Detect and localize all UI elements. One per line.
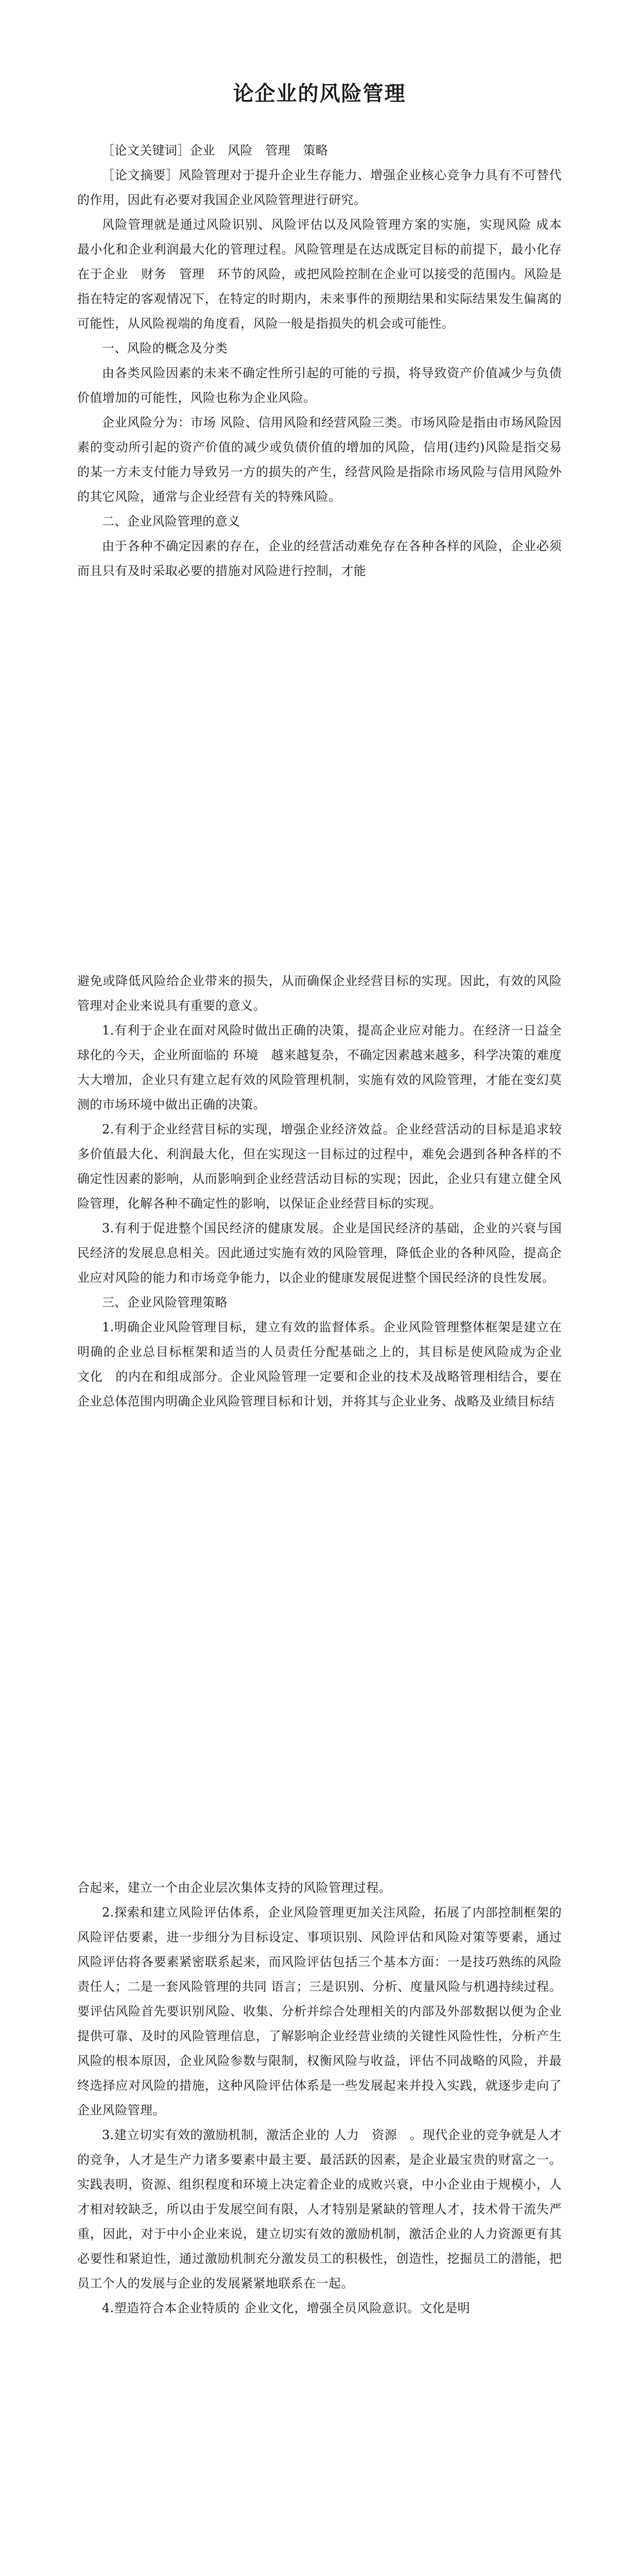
document-title: 论企业的风险管理 (233, 81, 406, 106)
paragraph: 1.明确企业风险管理目标，建立有效的监督体系。企业风险管理整体框架是建立在明确的企业总目标框架和适当的人员责任分配基础之上的，其目标是使风险成为企业 文化 的内在和组成部分。企业风险管理一定要和企业的技术及战略管理相结合，要在企业总体范围内明确企业风险管理目标和计划，并将其与企业业务、战略及业绩目标结 (77, 1320, 575, 1409)
paragraph: 由各类风险因素的未来不确定性所引起的可能的亏损，将导致资产价值减少与负债价值增加的可能性，风险也称为企业风险。 (77, 366, 562, 405)
paragraph: 风险管理就是通过风险识别、风险评估以及风险管理方案的实施，实现风险 成本 最小化和企业利润最大化的管理过程。风险管理是在达成既定目标的前提下，最小化存在于企业 财务 管理 环节的风险，或把风险控制在企业可以接受的范围内。风险是指在特定的客观情况下，在特定的时期内，未来事件的预期结果和实际结果发生偏离的可能性，从风险视端的角度看，风险一般是指损失的机会或可能性。 (77, 217, 575, 331)
paragraph: 2.探索和建立风险评估体系，企业风险管理更加关注风险，拓展了内部控制框架的风险评估要素，进一步细分为目标设定、事项识别、风险评估和风险对策等要素，通过风险评估将各要素紧密联系起来，而风险评估包括三个基本方面：一是技巧熟练的风险责任人；二是一套风险管理的共同 语言；三是识别、分析、度量风险与机遇持续过程。要评估风险首先要识别风险、收集、分析并综合处理相关的内部及外部数据以便为企业提供可靠、及时的风险管理信息，了解影响企业经营业绩的关键性风险性性，分析产生风险的根本原因，企业风险参数与限制，权衡风险与收益，评估不同战略的风险，并最终选择应对风险的措施，这种风险评估体系是一些发展起来并投入实践，就逐步走向了企业风险管理。 (77, 1905, 562, 2117)
abstract-paragraph: ［论文摘要］风险管理对于提升企业生存能力、增强企业核心竞争力具有不可替代的作用，因此有必要对我国企业风险管理进行研究。 (77, 168, 562, 207)
paragraph: 合起来，建立一个由企业层次集体支持的风险管理过程。 (77, 1880, 391, 1895)
paragraph: 4.塑造符合本企业特质的 企业文化，增强全员风险意识。文化是明 (102, 2301, 470, 2315)
section-strategies (77, 1875, 562, 2320)
section-abstract (77, 138, 575, 583)
paragraph: 由于各种不确定因素的存在，企业的经营活动难免存在各种各样的风险，企业必须而且只有及时采取必要的措施对风险进行控制，才能 (77, 539, 562, 578)
keywords-line: ［论文关键词］企业 风险 管理 策略 (102, 143, 329, 158)
section-heading: 二、企业风险管理的意义 (102, 514, 240, 529)
paragraph: 3.建立切实有效的激励机制，激活企业的 人力 资源 。现代企业的竞争就是人才的竞争，人才是生产力诸多要素中最主要、最活跃的因素，是企业最宝贵的财富之一。实践表明，资源、组织程度和环境上决定着企业的成败兴衰，中小企业由于规模小，人才相对较缺乏，所以由于发展空间有限，人才特别是紧缺的管理人才，技术骨干流失严重，因此，对于中小企业来说，建立切实有效的激励机制，激活企业的人力资源更有其必要性和紧迫性，通过激励机制充分激发员工的积极性，创造性，挖掘员工的潜能，把员工个人的发展与企业的发展紧紧地联系在一起。 (77, 2128, 562, 2291)
paragraph: 3.有利于促进整个国民经济的健康发展。企业是国民经济的基础，企业的兴衰与国民经济的发展息息相关。因此通过实施有效的风险管理，降低企业的各种风险，提高企业应对风险的能力和市场竞争能力，以企业的健康发展促进整个国民经济的良性发展。 (77, 1221, 562, 1285)
paragraph: 1.有利于企业在面对风险时做出正确的决策，提高企业应对能力。在经济一日益全球化的今天，企业所面临的 环境 越来越复杂，不确定因素越来越多，科学决策的难度大大增加，企业只有建立起有效的风险管理机制，实施有效的风险管理，才能在变幻莫测的市场环境中做出正确的决策。 (77, 1023, 562, 1112)
section-significance (77, 969, 575, 1414)
paragraph: 2.有利于企业经营目标的实现，增强企业经济效益。企业经营活动的目标是追求较多价值最大化、利润最大化，但在实现这一目标过的过程中，难免会遇到各种各样的不确定性因素的影响，从而影响到企业经营活动目标的实现；因此，企业只有建立健全风险管理，化解各种不确定性的影响，以保证企业经营目标的实现。 (77, 1122, 562, 1211)
section-heading: 三、企业风险管理策略 (102, 1295, 228, 1310)
paragraph: 避免或降低风险给企业带来的损失，从而确保企业经营目标的实现。因此，有效的风险管理对企业来说具有重要的意义。 (77, 974, 562, 1013)
paragraph: 企业风险分为：市场 风险、信用风险和经营风险三类。市场风险是指由市场风险因素的变动所引起的资产价值的减少或负债价值的增加的风险，信用(违约)风险是指交易的某一方未支付能力导致另一方的损失的产生，经营风险是指除市场风险与信用风险外的其它风险，通常与企业经营有关的特殊风险。 (77, 415, 562, 504)
section-heading: 一、风险的概念及分类 (102, 341, 228, 355)
